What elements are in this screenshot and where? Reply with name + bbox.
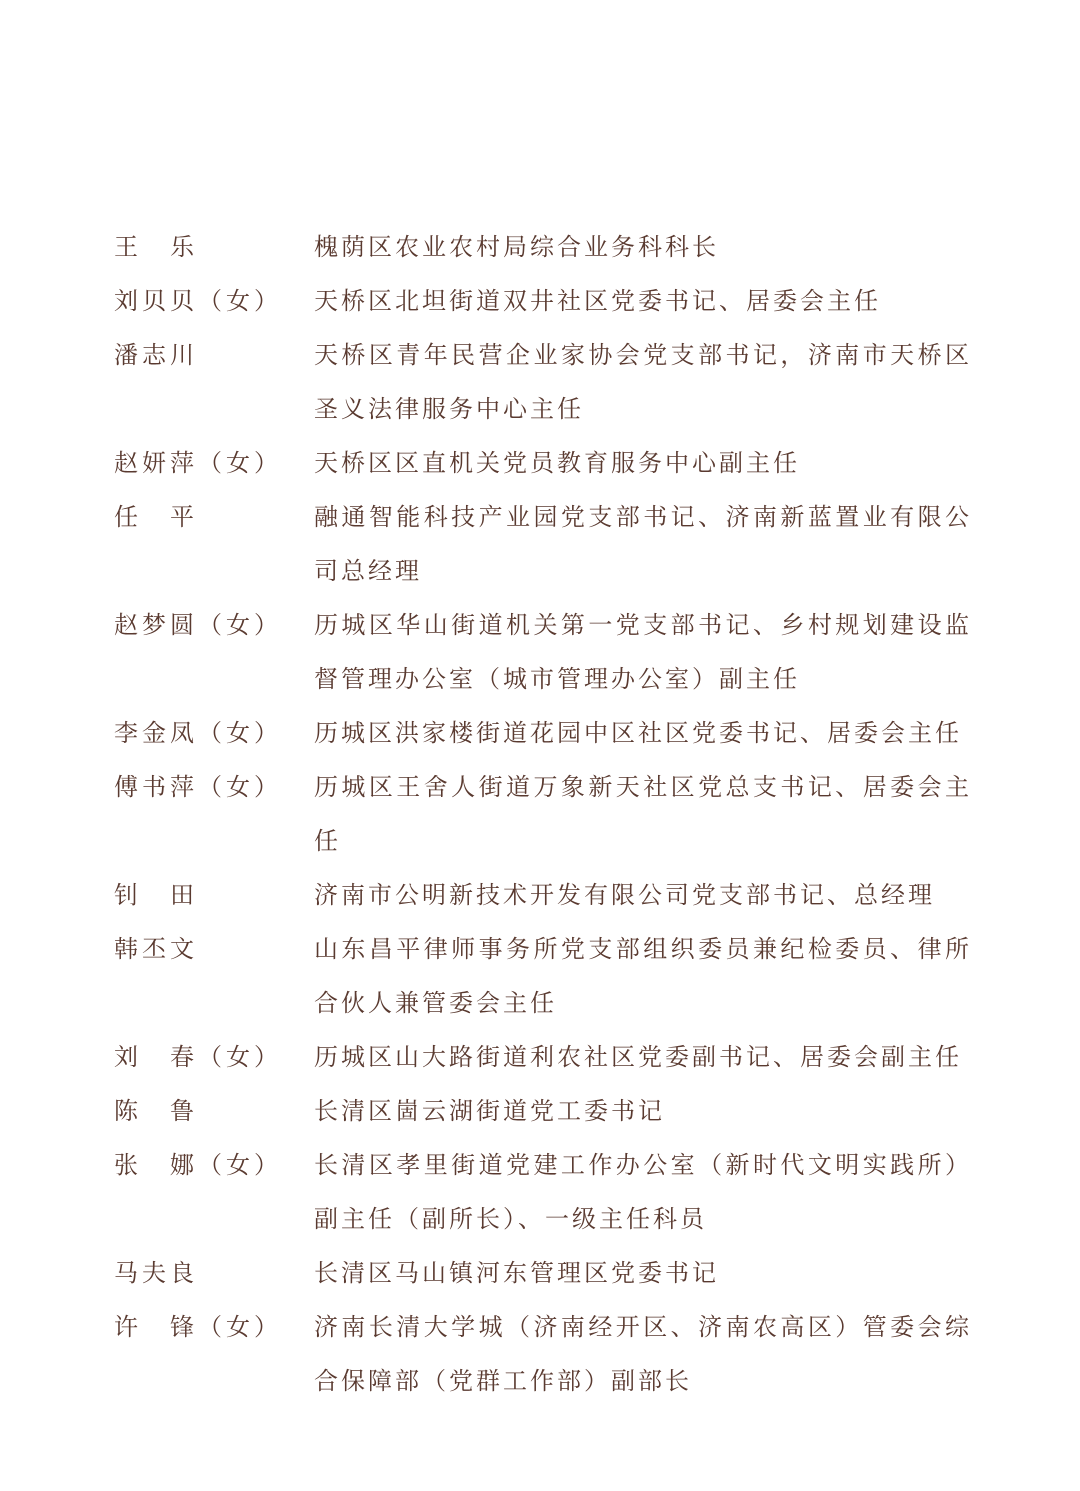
person-title: 山东昌平律师事务所党支部组织委员兼纪检委员、律所合伙人兼管委会主任 <box>314 935 972 1017</box>
list-item <box>114 868 974 922</box>
person-name: 张 娜（女） <box>114 1151 282 1179</box>
person-name: 刘 春（女） <box>114 1043 282 1071</box>
list-item <box>114 490 974 598</box>
list-item <box>114 760 974 868</box>
person-name: 刘贝贝（女） <box>114 287 282 315</box>
person-title: 天桥区青年民营企业家协会党支部书记，济南市天桥区圣义法律服务中心主任 <box>314 341 972 423</box>
person-title: 天桥区北坦街道双井社区党委书记、居委会主任 <box>314 287 881 315</box>
person-name: 韩丕文 <box>114 935 198 963</box>
list-item <box>114 1246 974 1300</box>
list-item <box>114 1300 974 1408</box>
person-title: 济南长清大学城（济南经开区、济南农高区）管委会综合保障部（党群工作部）副部长 <box>314 1313 972 1395</box>
person-title: 历城区洪家楼街道花园中区社区党委书记、居委会主任 <box>314 719 962 747</box>
person-title: 长清区崮云湖街道党工委书记 <box>314 1097 665 1125</box>
person-title: 长清区孝里街道党建工作办公室（新时代文明实践所）副主任（副所长）、一级主任科员 <box>314 1151 972 1233</box>
person-title: 融通智能科技产业园党支部书记、济南新蓝置业有限公司总经理 <box>314 503 972 585</box>
person-name: 许 锋（女） <box>114 1313 282 1341</box>
person-title: 长清区马山镇河东管理区党委书记 <box>314 1259 719 1287</box>
person-title: 槐荫区农业农村局综合业务科科长 <box>314 233 719 261</box>
person-name: 马夫良 <box>114 1259 198 1287</box>
person-title: 天桥区区直机关党员教育服务中心副主任 <box>314 449 800 477</box>
list-item <box>114 220 974 274</box>
person-name: 陈 鲁 <box>114 1097 198 1125</box>
person-title: 历城区华山街道机关第一党支部书记、乡村规划建设监督管理办公室（城市管理办公室）副主任 <box>314 611 972 693</box>
person-name: 王 乐 <box>114 233 198 261</box>
list-item <box>114 598 974 706</box>
list-item <box>114 436 974 490</box>
person-name: 李金凤（女） <box>114 719 282 747</box>
person-name: 钊 田 <box>114 881 198 909</box>
person-title: 历城区王舍人街道万象新天社区党总支书记、居委会主任 <box>314 773 972 855</box>
person-name: 赵梦圆（女） <box>114 611 282 639</box>
list-item <box>114 274 974 328</box>
list-item <box>114 1030 974 1084</box>
list-item <box>114 328 974 436</box>
person-title: 历城区山大路街道利农社区党委副书记、居委会副主任 <box>314 1043 962 1071</box>
list-item <box>114 706 974 760</box>
list-item <box>114 1138 974 1246</box>
honoree-list <box>114 220 974 1408</box>
person-name: 傅书萍（女） <box>114 773 282 801</box>
list-item <box>114 1084 974 1138</box>
person-name: 任 平 <box>114 503 198 531</box>
person-name: 潘志川 <box>114 341 198 369</box>
person-title: 济南市公明新技术开发有限公司党支部书记、总经理 <box>314 881 935 909</box>
list-item <box>114 922 974 1030</box>
person-name: 赵妍萍（女） <box>114 449 282 477</box>
